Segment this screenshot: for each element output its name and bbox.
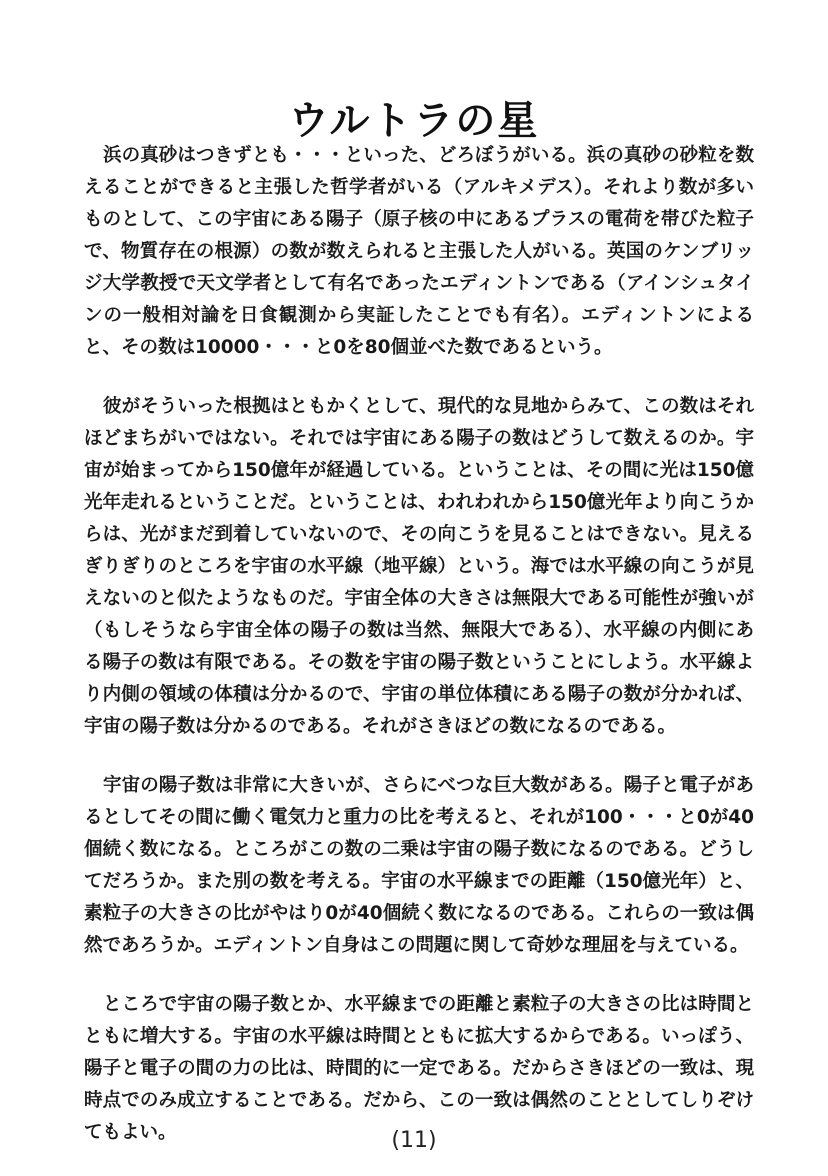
page-title: ウルトラの星	[288, 97, 540, 144]
page-number: (11)	[391, 1128, 437, 1153]
paragraph-2: 彼がそういった根拠はともかくとして、現代的な見地からみて、この数はそれほどまちがいではない。それでは宇宙にある陽子の数はどうして数えるのか。宇宙が始まってから150億年が経過している。ということは、その間に光は150億光年走れるということだ。ということは、われわれから150億光年より向こうからは、光がまだ到着していないので、その向こうを見ることはできない。見えるぎりぎりのところを宇宙の水平線（地平線）という。海では水平線の向こうが見えないのと似たようなものだ。宇宙全体の大きさは無限大である可能性が強いが（もしそうなら宇宙全体の陽子の数は当然、無限大である）、水平線の内側にある陽子の数は有限である。その数を宇宙の陽子数ということにしよう。水平線より内側の領域の体積は分かるので、宇宙の単位体積にある陽子の数が分かれば、宇宙の陽子数は分かるのである。それがさきほどの数になるのである。	[84, 396, 754, 737]
paragraph-4: ところで宇宙の陽子数とか、水平線までの距離と素粒子の大きさの比は時間とともに増大する。宇宙の水平線は時間とともに拡大するからである。いっぽう、陽子と電子の間の力の比は、時間的に一定である。だからさきほどの一致は、現時点でのみ成立することである。だから、この一致は偶然のこととしてしりぞけてもよい。	[84, 994, 754, 1143]
paragraph-3: 宇宙の陽子数は非常に大きいが、さらにべつな巨大数がある。陽子と電子があるとしてその間に働く電気力と重力の比を考えると、それが100・・・と0が40個続く数になる。ところがこの数の二乗は宇宙の陽子数になるのである。どうしてだろうか。また別の数を考える。宇宙の水平線までの距離（150億光年）と、素粒子の大きさの比がやはり0が40個続く数になるのである。これらの一致は偶然であろうか。エディントン自身はこの問題に関して奇妙な理屈を与えている。	[84, 775, 754, 956]
paragraph-1: 浜の真砂はつきずとも・・・といった、どろぼうがいる。浜の真砂の砂粒を数えることができると主張した哲学者がいる（アルキメデス）。それより数が多いものとして、この宇宙にある陽子（原子核の中にあるプラスの電荷を帯びた粒子で、物質存在の根源）の数が数えられると主張した人がいる。英国のケンブリッジ大学教授で天文学者として有名であったエディントンである（アインシュタインの一般相対論を日食観測から実証したことでも有名）。エディントンによると、その数は10000・・・と0を80個並べた数であるという。	[84, 145, 754, 358]
article-body	[84, 140, 754, 1149]
